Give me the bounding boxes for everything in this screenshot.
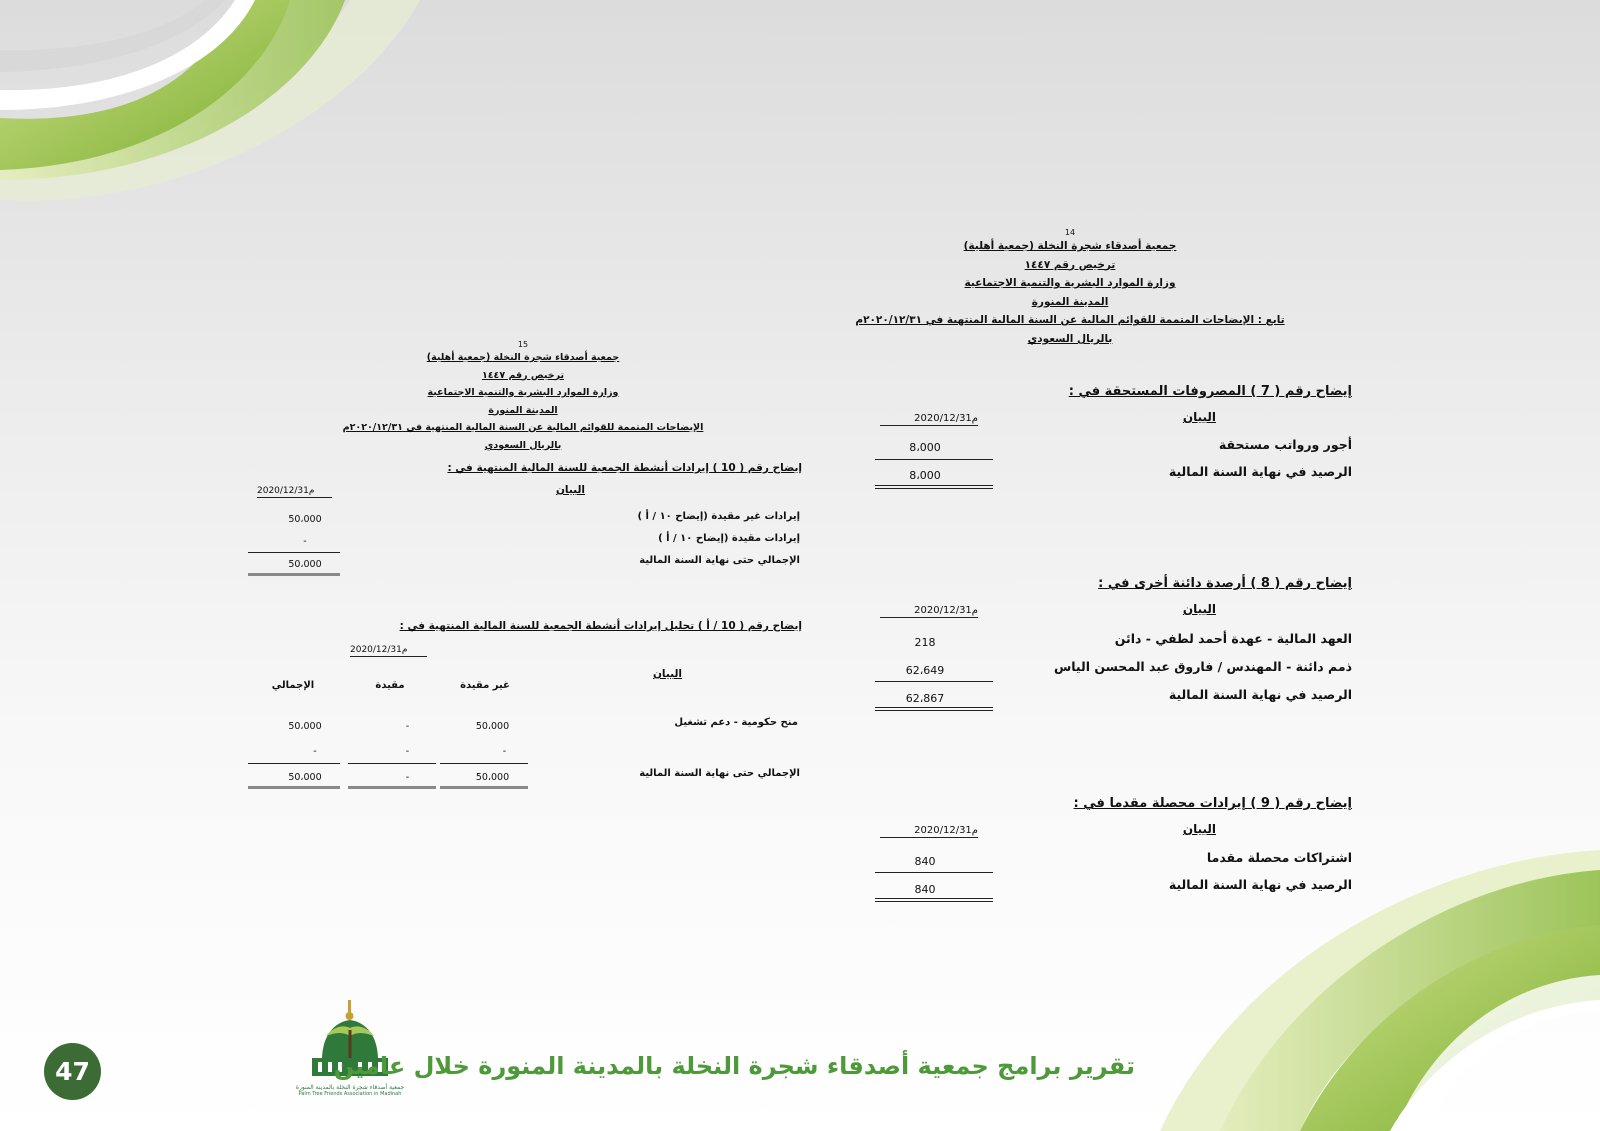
note7-label-header: البيان — [1182, 410, 1216, 424]
right-header-currency: بالريال السعودي — [1027, 332, 1113, 345]
right-header-ministry: وزارة الموارد البشرية والتنمية الاجتماعية — [964, 277, 1176, 290]
left-header-ministry: وزارة الموارد البشرية والتنمية الاجتماعية — [427, 387, 619, 398]
left-report-header — [318, 341, 728, 454]
note10a-total-restricted: - — [405, 772, 410, 783]
right-report-header — [850, 229, 1290, 349]
note10a-total-unrestricted: 50،000 — [475, 772, 510, 783]
right-header-association: جمعية أصدقاء شجرة النخلة (جمعية أهلية) — [963, 240, 1177, 252]
note10a-col-unrestricted: غير مقيدة — [460, 680, 510, 691]
note9-row-value: 840 — [914, 855, 936, 868]
note10-total-value: 50،000 — [288, 559, 322, 570]
note10a-col-restricted: مقيدة — [375, 680, 405, 691]
left-page-number: 15 — [517, 340, 529, 349]
note10a-row2-total: - — [313, 746, 317, 757]
note10-date-header: 2020/12/31م — [257, 486, 332, 498]
note9-label-header: البيان — [1182, 822, 1216, 836]
note10a-date-header: 2020/12/31م — [350, 645, 427, 657]
note8-row1-label: العهد المالية - عهدة أحمد لطفي - دائن — [1114, 631, 1352, 646]
note7-date-header: 2020/12/31م — [880, 413, 978, 426]
note10-label-header: البيان — [555, 484, 585, 496]
note7-row-value: 8،000 — [909, 441, 941, 454]
note8-double-line — [875, 707, 993, 711]
note10a-label-header: البيان — [652, 668, 682, 680]
note7-double-line — [875, 485, 993, 489]
note10-subtotal-line — [248, 552, 340, 553]
note10a-row1-restricted: - — [405, 721, 410, 732]
page-number-badge: 47 — [44, 1043, 101, 1100]
note9-total-label: الرصيد في نهاية السنة المالية — [1168, 877, 1352, 892]
note10a-subtotal-line-unrestricted — [440, 763, 528, 764]
note9-subtotal-line — [875, 872, 993, 873]
note10-row2-value: - — [303, 536, 307, 547]
note7-title: إيضاح رقم ( 7 ) المصروفات المستحقة في : — [1068, 384, 1352, 399]
note8-total-value: 62،867 — [905, 692, 945, 705]
note9-total-value: 840 — [914, 883, 936, 896]
note10-row1-value: 50،000 — [288, 514, 322, 525]
note10-total-underline — [248, 573, 340, 576]
note10a-row2-restricted: - — [405, 746, 410, 757]
note10a-total-underline-unrestricted — [440, 786, 528, 789]
note9-double-line — [875, 898, 993, 902]
right-header-license: ترخيص رقم ١٤٤٧ — [1024, 258, 1116, 271]
note8-row2-label: ذمم دائنة - المهندس / فاروق عبد المحسن الياس — [1053, 659, 1352, 674]
note9-date-header: 2020/12/31م — [880, 825, 978, 838]
note8-row2-value: 62،649 — [905, 664, 945, 677]
logo-arabic-name: جمعية أصدقاء شجرة النخلة بالمدينة المنورة — [295, 1084, 405, 1091]
left-header-license: ترخيص رقم ١٤٤٧ — [481, 369, 565, 381]
note7-total-label: الرصيد في نهاية السنة المالية — [1168, 464, 1352, 479]
note8-subtotal-line — [875, 681, 993, 682]
note10a-total-total: 50،000 — [288, 772, 322, 783]
note10a-subtotal-line-total — [248, 763, 340, 764]
left-header-statement: الإيضاحات المتممة للقوائم المالية عن السنة المالية المنتهية في ٢٠٢٠/١٢/٣١م — [342, 422, 704, 433]
note10-row1-label: إيرادات غير مقيدة (إيضاح ١٠ / أ ) — [637, 511, 800, 522]
right-header-city: المدينة المنورة — [1031, 295, 1109, 308]
right-page-number: 14 — [1064, 228, 1076, 237]
left-header-city: المدينة المنورة — [488, 404, 558, 416]
left-header-association: جمعية أصدقاء شجرة النخلة (جمعية أهلية) — [426, 352, 620, 363]
note9-row-label: اشتراكات محصلة مقدما — [1206, 850, 1352, 865]
logo-english-name: Palm Tree Friends Association in Madinah — [298, 1091, 402, 1097]
note10a-total-underline-restricted — [348, 786, 436, 789]
note10-total-label: الإجمالي حتى نهاية السنة المالية — [639, 555, 800, 566]
note9-title: إيضاح رقم ( 9 ) إيرادات محصلة مقدما في : — [1073, 796, 1352, 811]
note10a-row1-total: 50،000 — [288, 721, 322, 732]
association-logo — [295, 1000, 405, 1102]
note10a-total-underline-total — [248, 786, 340, 789]
right-header-statement: تابع : الإيضاحات المتممة للقوائم المالية عن السنة المالية المنتهية في ٢٠٢٠/١٢/٣١م — [855, 314, 1285, 327]
footer-report-title: تقرير برامج جمعية أصدقاء شجرة النخلة بالمدينة المنورة خلال عامين — [333, 1052, 1135, 1080]
note10a-row2-unrestricted: - — [502, 746, 507, 757]
note8-row1-value: 218 — [914, 636, 936, 649]
note10a-col-total: الإجمالي — [271, 680, 315, 691]
note10-row2-label: إيرادات مقيدة (إيضاح ١٠ / أ ) — [658, 533, 800, 544]
note10a-row1-unrestricted: 50،000 — [475, 721, 510, 732]
note10-title: إيضاح رقم ( 10 ) إيرادات أنشطة الجمعية للسنة المالية المنتهية في : — [447, 462, 802, 474]
note8-label-header: البيان — [1182, 602, 1216, 616]
note7-total-value: 8،000 — [909, 469, 941, 482]
note10a-title: إيضاح رقم ( 10 / أ ) تحليل إيرادات أنشطة الجمعية للسنة المالية المنتهية في : — [399, 620, 802, 632]
note7-row-label: أجور ورواتب مستحقة — [1218, 437, 1352, 452]
note10a-total-label: الإجمالي حتى نهاية السنة المالية — [639, 768, 800, 779]
note10a-row1-label: منح حكومية - دعم تشغيل — [674, 717, 798, 728]
left-header-currency: بالريال السعودي — [484, 439, 562, 451]
note8-total-label: الرصيد في نهاية السنة المالية — [1168, 687, 1352, 702]
note7-subtotal-line — [875, 459, 993, 460]
note10a-subtotal-line-restricted — [348, 763, 436, 764]
note8-title: إيضاح رقم ( 8 ) أرصدة دائنة أخرى في : — [1098, 576, 1352, 591]
note8-date-header: 2020/12/31م — [880, 605, 978, 618]
